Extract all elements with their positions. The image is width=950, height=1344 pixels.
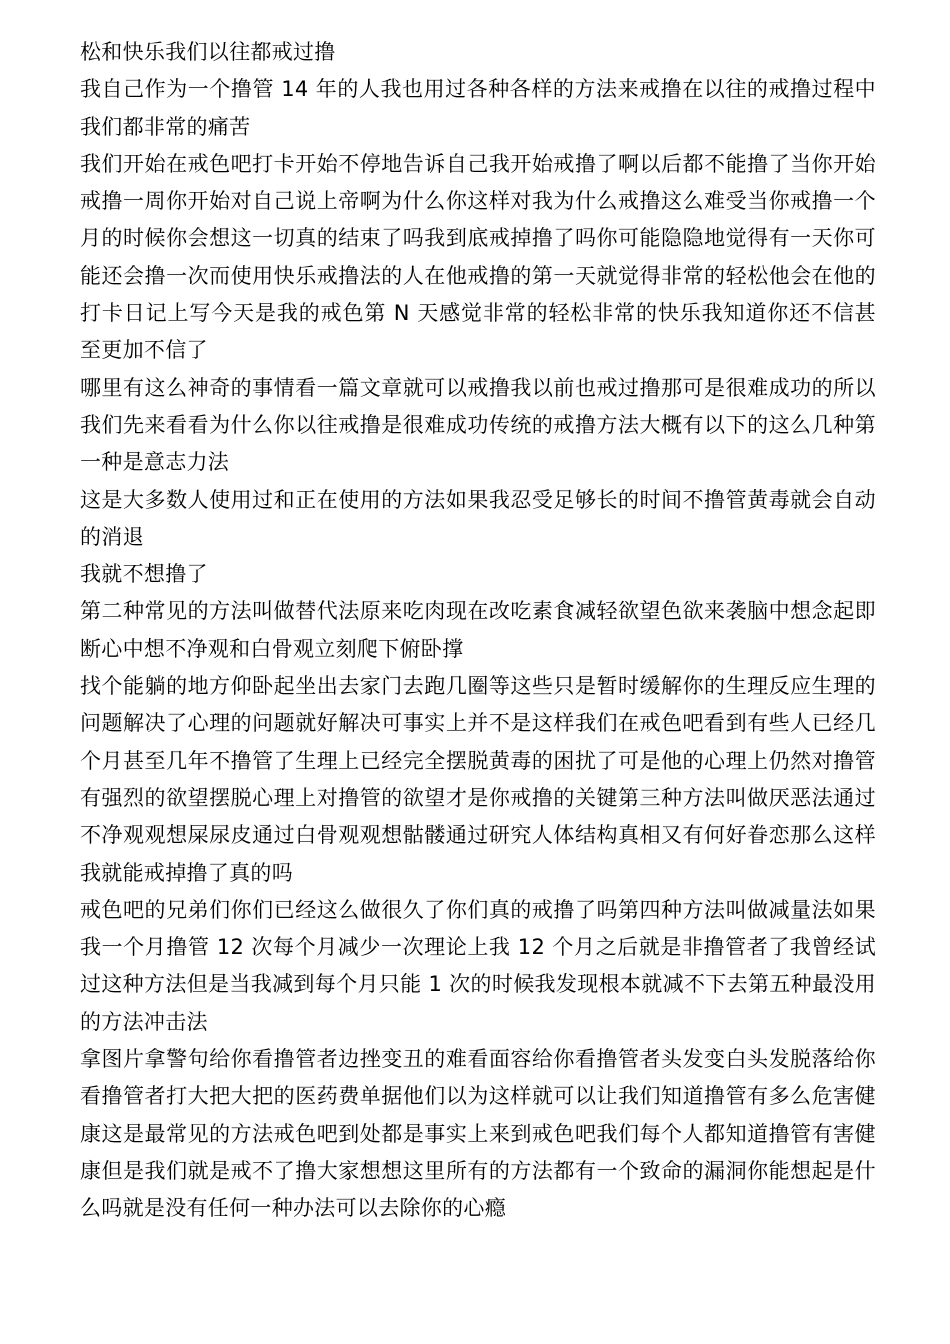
paragraph: 这是大多数人使用过和正在使用的方法如果我忍受足够长的时间不撸管黄毒就会自动的消退 — [80, 487, 876, 549]
paragraph: 我就不想撸了 — [80, 562, 208, 587]
document-page — [80, 34, 876, 1228]
paragraph: 哪里有这么神奇的事情看一篇文章就可以戒撸我以前也戒过撸那可是很难成功的所以我们先来看看为什么你以往戒撸是很难成功传统的戒撸方法大概有以下的这么几种第一种是意志力法 — [80, 375, 876, 475]
paragraph: 第二种常见的方法叫做替代法原来吃肉现在改吃素食减轻欲望色欲来袭脑中想念起即断心中想不净观和白骨观立刻爬下俯卧撑 — [80, 599, 876, 661]
paragraph: 我们开始在戒色吧打卡开始不停地告诉自己我开始戒撸了啊以后都不能撸了当你开始戒撸一周你开始对自己说上帝啊为什么你这样对我为什么戒撸这么难受当你戒撸一个月的时候你会想这一切真的结束了吗我到底戒掉撸了吗你可能隐隐地觉得有一天你可能还会撸一次而使用快乐戒撸法的人在他戒撸的第一天就觉得非常的轻松他会在他的打卡日记上写今天是我的戒色第 N 天感觉非常的轻松非常的快乐我知道你还不信甚至更加不信了 — [80, 151, 876, 363]
paragraph: 找个能躺的地方仰卧起坐出去家门去跑几圈等这些只是暂时缓解你的生理反应生理的问题解决了心理的问题就好解决可事实上并不是这样我们在戒色吧看到有些人已经几个月甚至几年不撸管了生理上已经完全摆脱黄毒的困扰了可是他的心理上仍然对撸管有强烈的欲望摆脱心理上对撸管的欲望才是你戒撸的关键第三种方法叫做厌恶法通过不净观观想屎尿皮通过白骨观观想骷髅通过研究人体结构真相又有何好眷恋那么这样我就能戒掉撸了真的吗 — [80, 674, 876, 885]
paragraph: 拿图片拿警句给你看撸管者边挫变丑的难看面容给你看撸管者头发变白头发脱落给你看撸管者打大把大把的医药费单据他们以为这样就可以让我们知道撸管有多么危害健康这是最常见的方法戒色吧到处都是事实上来到戒色吧我们每个人都知道撸管有害健康但是我们就是戒不了撸大家想想这里所有的方法都有一个致命的漏洞你能想起是什么吗就是没有任何一种办法可以去除你的心瘾 — [80, 1047, 876, 1221]
paragraph: 我自己作为一个撸管 14 年的人我也用过各种各样的方法来戒撸在以往的戒撸过程中我们都非常的痛苦 — [80, 77, 876, 139]
paragraph: 松和快乐我们以往都戒过撸 — [80, 40, 336, 64]
paragraph: 戒色吧的兄弟们你们已经这么做很久了你们真的戒撸了吗第四种方法叫做减量法如果我一个月撸管 12 次每个月减少一次理论上我 12 个月之后就是非撸管者了我曾经试过这种方法但是当我减到每个月只能 1 次的时候我发现根本就减不下去第五种最没用的方法冲击法 — [80, 897, 876, 1034]
